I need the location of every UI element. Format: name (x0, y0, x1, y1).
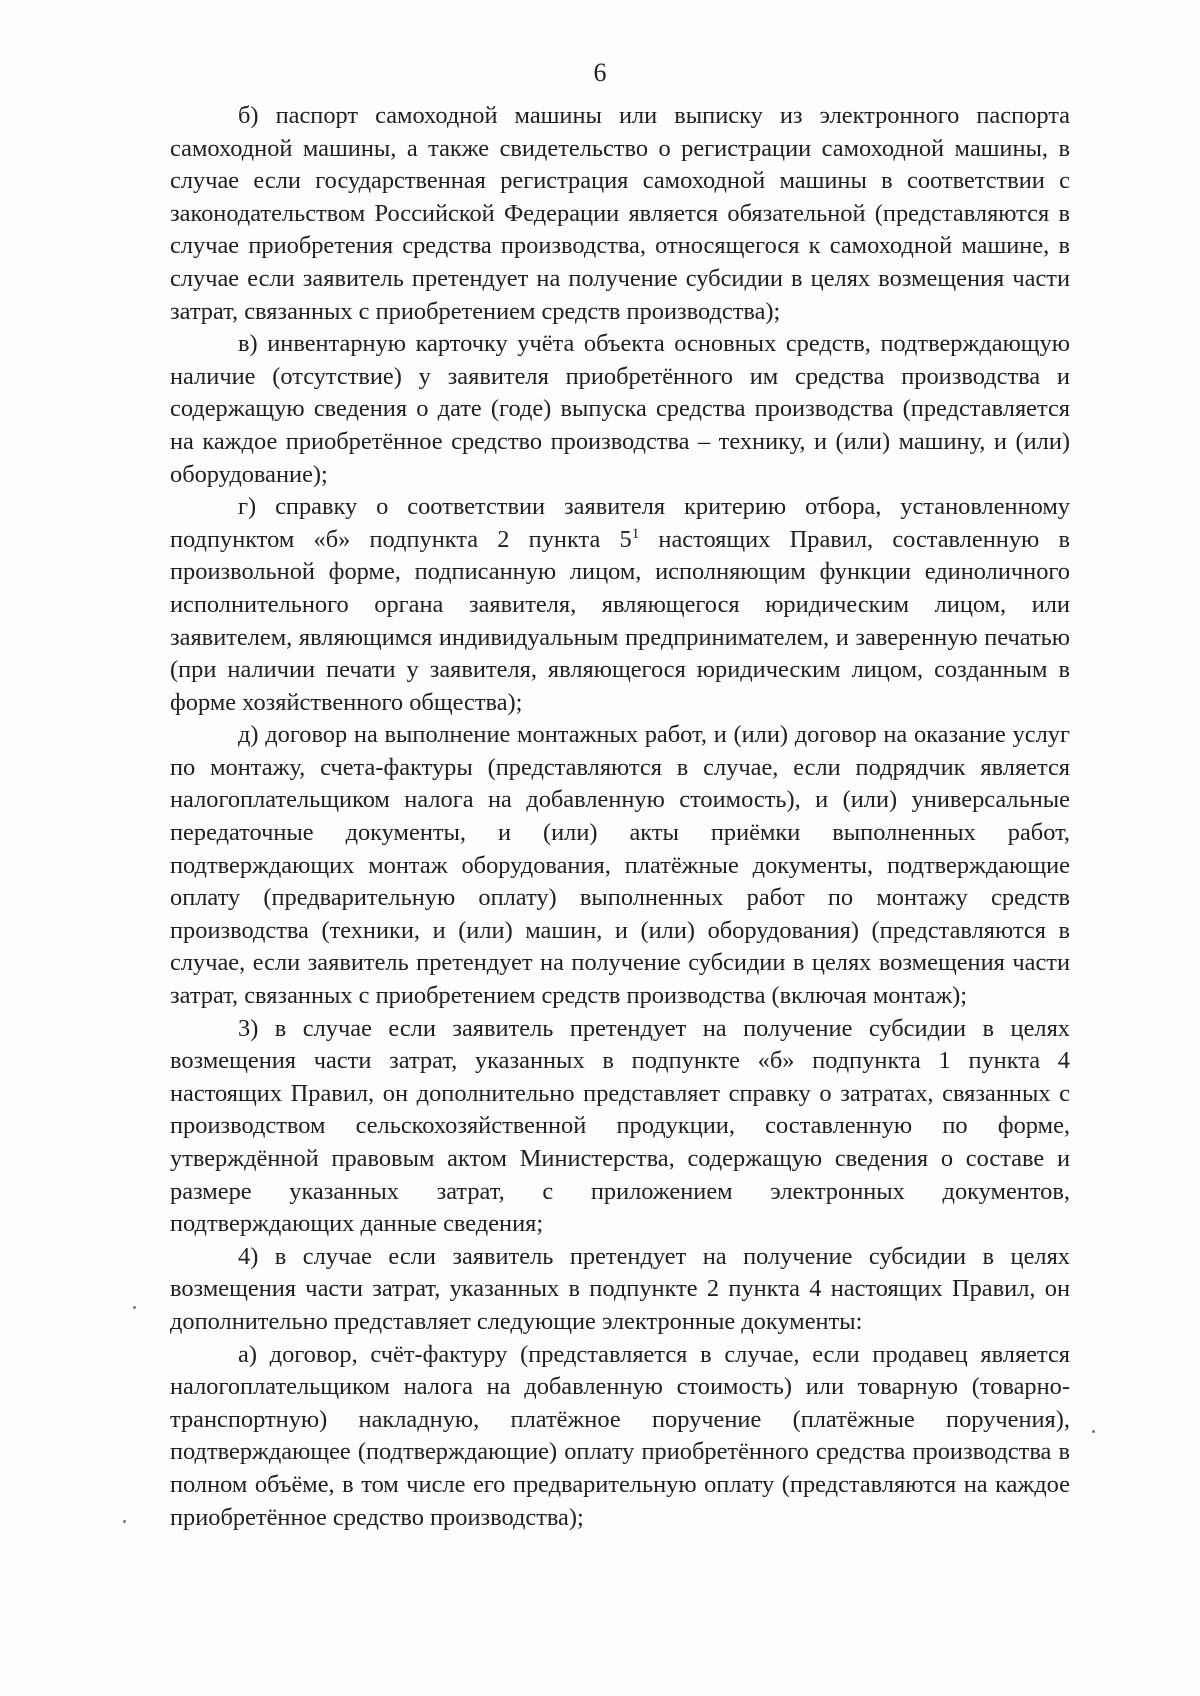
paragraph-3-cost-certificate: 3) в случае если заявитель претендует на получение субсидии в целях возмещения части затрат, указанных в подпункте «б» подпункта 1 пункта 4 настоящих Правил, он дополнительно представляет справку о затратах, связанных с производством сельскохозяйственной продукции, составленную по форме, утверждённой правовым актом Министерства, содержащую сведения о составе и размере указанных затрат, с приложением электронных документов, подтверждающих данные сведения; (170, 1014, 1070, 1238)
paragraph-d-installation-contract: д) договор на выполнение монтажных работ, и (или) договор на оказание услуг по монтажу, счета-фактуры (представляются в случае, если подрядчик является налогоплательщиком налога на добавленную стоимость), и (или) универсальные передаточные документы, и (или) акты приёмки выполненных работ, подтверждающих монтаж оборудования, платёжные документы, подтверждающие оплату (предварительную оплату) выполненных работ по монтажу средств производства (техники, и (или) машин, и (или) оборудования) (представляются в случае, если заявитель претендует на получение субсидии в целях возмещения части затрат, связанных с приобретением средств производства (включая монтаж); (170, 721, 1070, 1010)
superscript-index: 1 (631, 525, 640, 542)
paragraph-4-electronic-documents: 4) в случае если заявитель претендует на получение субсидии в целях возмещения части затрат, указанных в подпункте 2 пункта 4 настоящих Правил, он дополнительно представляет следующие электронные документы: (170, 1242, 1070, 1335)
paragraph-g-text-start: г) справку о соответствии заявителя критерию отбора, установленному подпунктом «б» подпункта 2 пункта 5 (170, 493, 1070, 553)
paragraph-b-passport: б) паспорт самоходной машины или выписку из электронного паспорта самоходной машины, а также свидетельство о регистрации самоходной машины, в случае если государственная регистрация самоходной машины в соответствии с законодательством Российской Федерации является обязательной (представляются в случае приобретения средства производства, относящегося к самоходной машине, в случае если заявитель претендует на получение субсидии в целях возмещения части затрат, связанных с приобретением средств производства); (170, 102, 1070, 325)
scan-speck (133, 1306, 136, 1309)
paragraph-g-text-end: настоящих Правил, составленную в произвольной форме, подписанную лицом, исполняющим функции единоличного исполнительного органа заявителя, являющегося юридическим лицом, или заявителем, являющимся индивидуальным предпринимателем, и заверенную печатью (при наличии печати у заявителя, являющегося юридическим лицом, созданным в форме хозяйственного общества); (170, 525, 1070, 716)
scan-speck (123, 1520, 126, 1523)
scan-speck (1092, 1430, 1095, 1433)
paragraph-a-contract-invoice: а) договор, счёт-фактуру (представляется в случае, если продавец является налогоплательщиком налога на добавленную стоимость) или товарную (товарно-транспортную) накладную, платёжное поручение (платёжные поручения), подтверждающее (подтверждающие) оплату приобретённого средства производства в полном объёме, в том числе его предварительную оплату (представляются на каждое приобретённое средство производства); (170, 1340, 1070, 1531)
document-body (170, 100, 1070, 1534)
paragraph-v-inventory-card: в) инвентарную карточку учёта объекта основных средств, подтверждающую наличие (отсутствие) у заявителя приобретённого им средства производства и содержащую сведения о дате (годе) выпуска средства производства (представляется на каждое приобретённое средство производства – технику, и (или) машину, и (или) оборудование); (170, 330, 1070, 488)
paragraph-g-certificate (170, 491, 1070, 719)
page-number: 6 (593, 58, 607, 87)
